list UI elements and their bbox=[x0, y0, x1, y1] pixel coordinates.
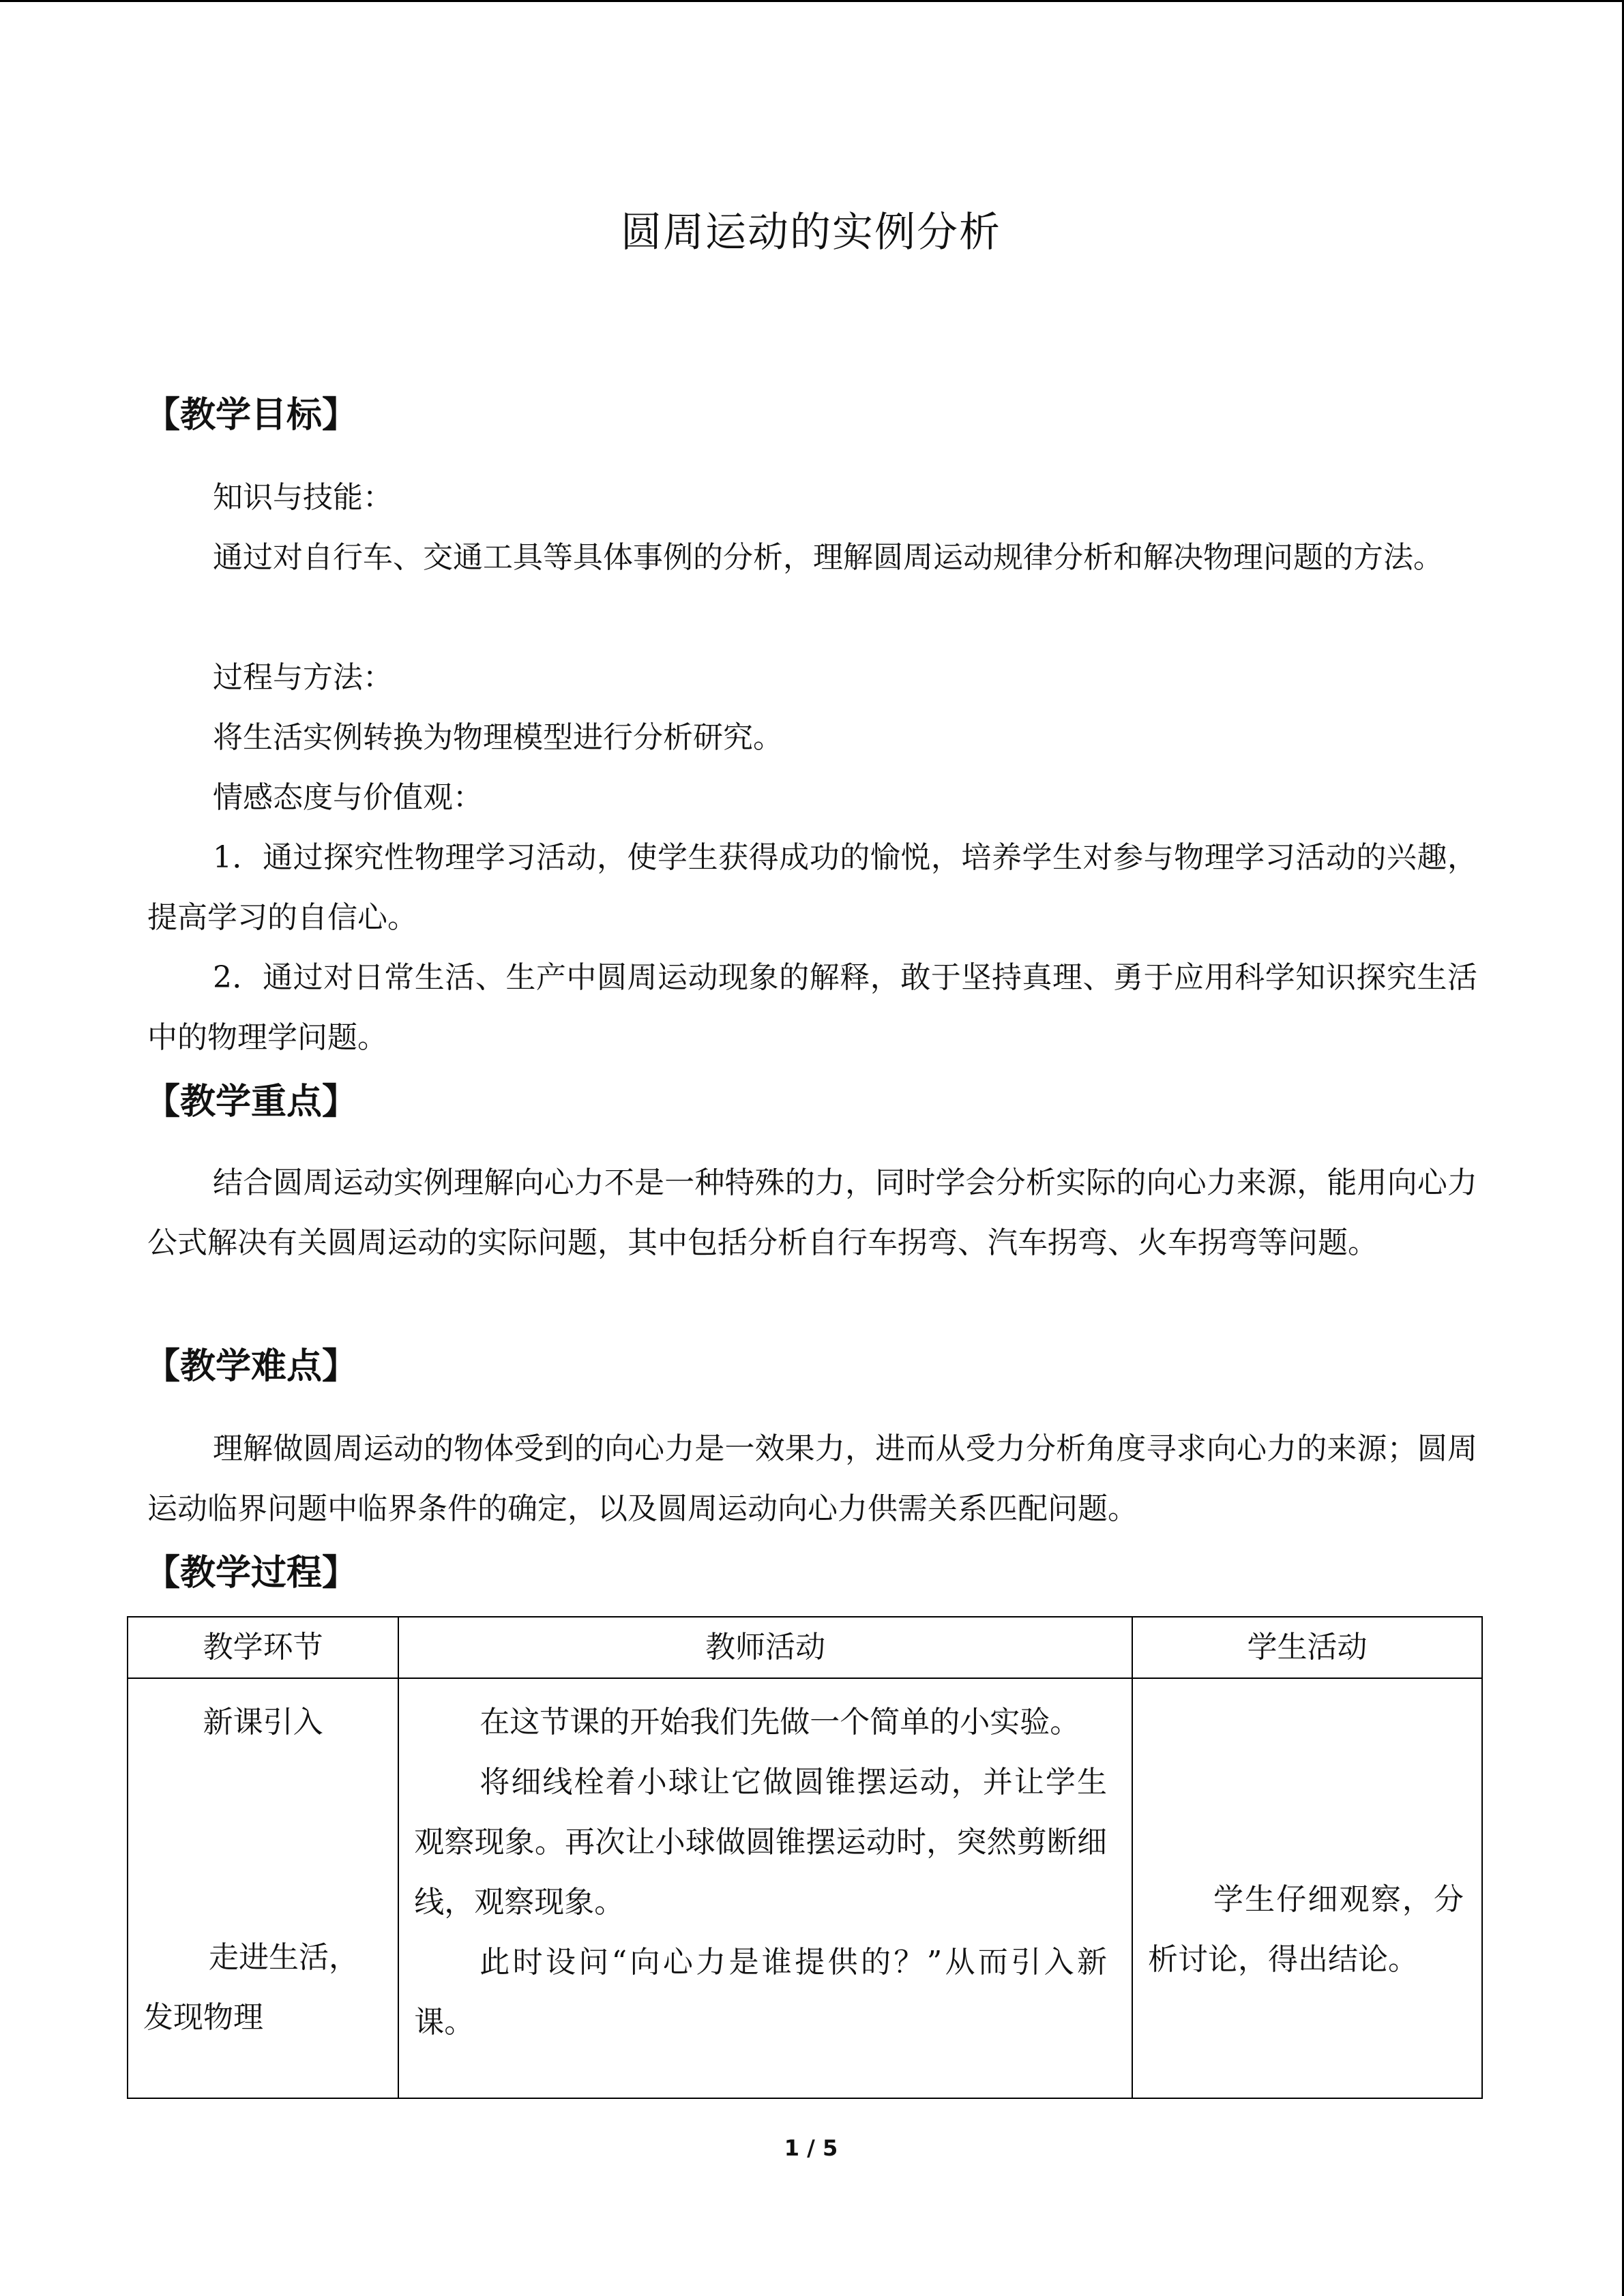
process-text: 将生活实例转换为物理模型进行分析研究。 bbox=[213, 720, 783, 755]
document-title: 圆周运动的实例分析 bbox=[621, 209, 1001, 256]
stage-cell bbox=[128, 1678, 398, 2098]
process-label: 过程与方法： bbox=[213, 660, 393, 695]
table-header-row bbox=[128, 1617, 1482, 1678]
student-activity-text: 学生仔细观察，分析讨论，得出结论。 bbox=[1148, 1882, 1464, 1977]
student-activity-cell bbox=[1132, 1678, 1482, 2098]
section-heading-difficulties: 【教学难点】 bbox=[145, 1346, 358, 1387]
section-heading-objectives: 【教学目标】 bbox=[145, 395, 358, 436]
page-indicator: 1 / 5 bbox=[784, 2135, 838, 2161]
key-points-text: 结合圆周运动实例理解向心力不是一种特殊的力，同时学会分析实际的向心力来源，能用向心力公式解决有关圆周运动的实际问题，其中包括分析自行车拐弯、汽车拐弯、火车拐弯等问题。 bbox=[147, 1165, 1477, 1260]
knowledge-label: 知识与技能： bbox=[213, 480, 393, 515]
table-row bbox=[128, 1678, 1482, 2098]
teacher-paragraph-3: 此时设问“向心力是谁提供的？”从而引入新课。 bbox=[414, 1945, 1107, 2040]
difficulties-text: 理解做圆周运动的物体受到的向心力是一效果力，进而从受力分析角度寻求向心力的来源；圆周运动临界问题中临界条件的确定，以及圆周运动向心力供需关系匹配问题。 bbox=[147, 1431, 1477, 1526]
header-student-activity: 学生活动 bbox=[1132, 1617, 1482, 1678]
emotion-label: 情感态度与价值观： bbox=[213, 780, 483, 815]
header-teacher-activity: 教师活动 bbox=[398, 1617, 1132, 1678]
teacher-paragraph-2: 将细线栓着小球让它做圆锥摆运动，并让学生观察现象。再次让小球做圆锥摆运动时，突然剪断细线，观察现象。 bbox=[414, 1765, 1107, 1920]
section-heading-key-points: 【教学重点】 bbox=[145, 1082, 358, 1122]
stage-intro: 新课引入 bbox=[203, 1705, 323, 1740]
stage-life: 走进生活，发现物理 bbox=[143, 1940, 359, 2035]
header-stage: 教学环节 bbox=[128, 1617, 398, 1678]
knowledge-text: 通过对自行车、交通工具等具体事例的分析，理解圆周运动规律分析和解决物理问题的方法。 bbox=[213, 540, 1443, 575]
emotion-item-1: 1．通过探究性物理学习活动，使学生获得成功的愉悦，培养学生对参与物理学习活动的兴趣，提高学习的自信心。 bbox=[147, 840, 1477, 935]
teacher-paragraph-1: 在这节课的开始我们先做一个简单的小实验。 bbox=[479, 1705, 1080, 1740]
emotion-item-2: 2．通过对日常生活、生产中圆周运动现象的解释，敢于坚持真理、勇于应用科学知识探究生活中的物理学问题。 bbox=[147, 960, 1477, 1055]
teaching-process-table bbox=[127, 1616, 1483, 2099]
section-heading-process: 【教学过程】 bbox=[145, 1553, 358, 1594]
teacher-activity-cell bbox=[398, 1678, 1132, 2098]
